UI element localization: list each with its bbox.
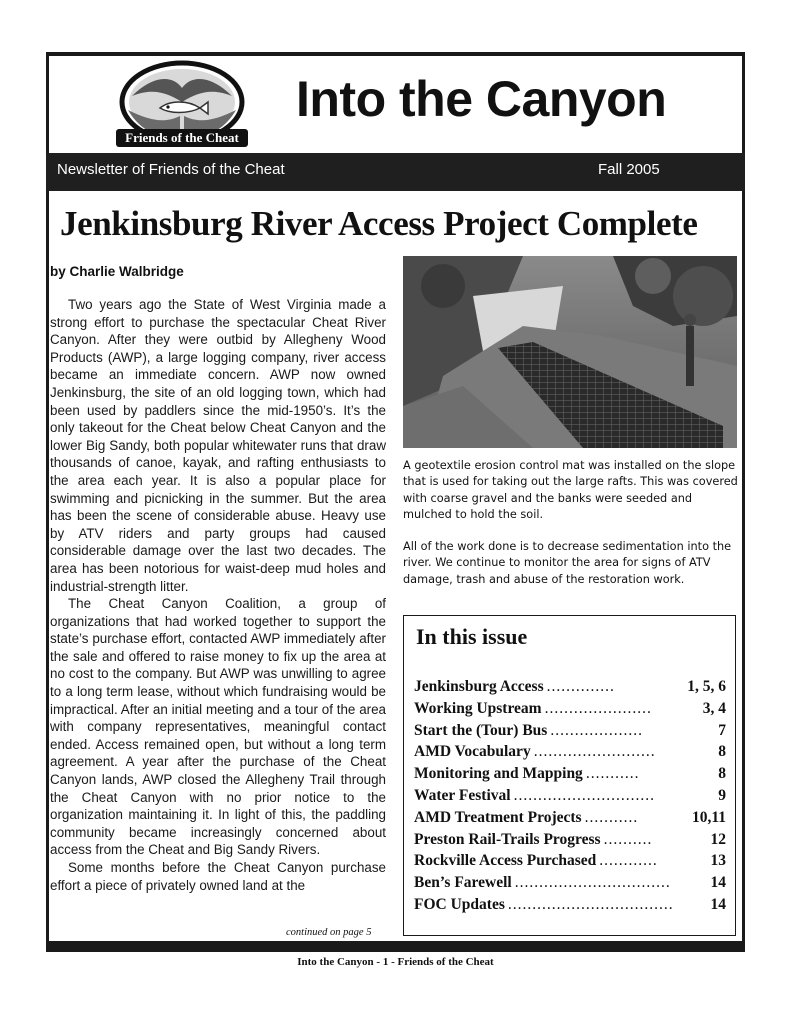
page-footer: Into the Canyon - 1 - Friends of the Cheat — [297, 956, 494, 968]
page-frame-bottom — [46, 941, 745, 952]
toc-item[interactable] — [414, 874, 726, 896]
friends-of-the-cheat-logo — [108, 58, 256, 150]
toc-item-leader: ......................... — [533, 743, 656, 761]
toc-item-page: 8 — [718, 765, 726, 783]
toc-item-page: 12 — [710, 830, 726, 848]
toc-item-page: 14 — [710, 895, 726, 913]
photo-caption-text: A geotextile erosion control mat was installed on the slope that is used for taking out the large rafts. This was covered with coarse gravel and the banks were seeded and mulched to hold the soil. — [403, 459, 738, 521]
article-paragraph: The Cheat Canyon Coalition, a group of organizations that had worked together to support the state’s purchase effort, contacted AWP immediately after the sale and offered to raise money to fix up the area at no cost to the company. But AWP was unwilling to agree to a long term lease, without which fundraising would be impractical. After an initial meeting and a tour of the area with company representatives, meaningful contact ended. Access remained open, but without a long term agreement. A year after the purchase of the Cheat Canyon lands, AWP closed the Allegheny Trail through the Cheat Canyon with no prior notice to the organization maintaining it. In light of this, the paddling community became increasingly concerned about access from the Cheat and Big Sandy Rivers. — [50, 596, 386, 858]
toc-item-page: 10,11 — [691, 808, 726, 826]
logo-text: Friends of the Cheat — [125, 130, 239, 145]
toc-item-page: 7 — [718, 721, 726, 739]
masthead-title: Into the Canyon — [296, 71, 667, 127]
toc-item-label: Water Festival — [414, 786, 511, 804]
article-headline: Jenkinsburg River Access Project Complete — [60, 204, 698, 243]
erosion-mat-photo — [403, 256, 737, 448]
toc-item[interactable] — [414, 896, 726, 918]
toc-item-leader: ................... — [550, 721, 643, 739]
toc-item-page: 9 — [718, 786, 726, 804]
toc-item-label: Working Upstream — [414, 699, 542, 717]
toc-item-leader: ............................. — [513, 786, 655, 804]
toc-item-leader: .............. — [546, 678, 615, 695]
photo-caption — [403, 458, 739, 604]
issue-date: Fall 2005 — [598, 161, 660, 178]
toc-item-label: AMD Vocabulary — [414, 743, 531, 761]
toc-item-label: AMD Treatment Projects — [414, 808, 582, 826]
toc-item[interactable] — [414, 809, 726, 831]
toc-item[interactable] — [414, 678, 726, 700]
toc-item-label: FOC Updates — [414, 895, 505, 913]
toc-item-label: Monitoring and Mapping — [414, 765, 583, 783]
article-body — [50, 296, 386, 894]
toc-item-label: Jenkinsburg Access — [414, 678, 544, 695]
toc-item-page: 14 — [710, 874, 726, 892]
toc-item-leader: ........... — [585, 765, 640, 783]
toc-item-label: Ben’s Farewell — [414, 874, 512, 892]
newsletter-subtitle: Newsletter of Friends of the Cheat — [57, 161, 285, 178]
toc-item-leader: ............ — [599, 852, 658, 870]
article-byline: by Charlie Walbridge — [50, 264, 184, 279]
toc-item-page: 8 — [718, 743, 726, 761]
toc-item-label: Preston Rail-Trails Progress — [414, 830, 601, 848]
toc-item-leader: ...................... — [544, 699, 652, 717]
toc-item-page: 1, 5, 6 — [687, 678, 726, 695]
toc-item[interactable] — [414, 831, 726, 853]
toc-item[interactable] — [414, 765, 726, 787]
toc-item[interactable] — [414, 787, 726, 809]
toc-item-label: Rockville Access Purchased — [414, 852, 597, 870]
article-paragraph: Two years ago the State of West Virginia made a strong effort to purchase the spectacular Cheat River Canyon. After they were outbid by Allegheny Wood Products (AWP), a large logging company, river access became an immediate concern. AWP now owned Jenkinsburg, the site of an old logging town, which had been used by paddlers since the mid-1950’s. It’s the only takeout for the Cheat below Cheat Canyon and the lower Big Sandy, both popular whitewater runs that draw thousands of canoe, kayak, and rafting enthusiasts to the area each year. It is also a popular place for swimming and picnicking in the summer. But the area has been the scene of considerable abuse. Heavy use by ATV riders and party groups had caused considerable damage over the last two decades. The area has been notorious for waist-deep mud holes and industrial-strength litter. — [50, 297, 386, 594]
toc-list — [414, 678, 726, 918]
in-this-issue-box — [403, 615, 736, 936]
page-frame-top — [46, 52, 745, 56]
toc-item-label: Start the (Tour) Bus — [414, 721, 548, 739]
toc-item-page: 13 — [710, 852, 726, 870]
toc-item-leader: ................................ — [514, 874, 671, 892]
toc-item-leader: .......... — [603, 830, 653, 848]
article-paragraph: Some months before the Cheat Canyon purchase effort a piece of privately owned land at the — [50, 860, 386, 893]
toc-item-leader: .................................. — [507, 895, 674, 913]
toc-item[interactable] — [414, 700, 726, 722]
toc-title: In this issue — [416, 624, 528, 649]
toc-item-page: 3, 4 — [702, 699, 726, 717]
toc-item[interactable] — [414, 852, 726, 874]
toc-item-leader: ........... — [584, 808, 639, 826]
toc-item[interactable] — [414, 722, 726, 744]
photo-caption-text: All of the work done is to decrease sedimentation into the river. We continue to monitor the area for signs of ATV damage, trash and abuse of the restoration work. — [403, 540, 732, 586]
continued-note: continued on page 5 — [286, 927, 372, 938]
toc-item[interactable] — [414, 743, 726, 765]
